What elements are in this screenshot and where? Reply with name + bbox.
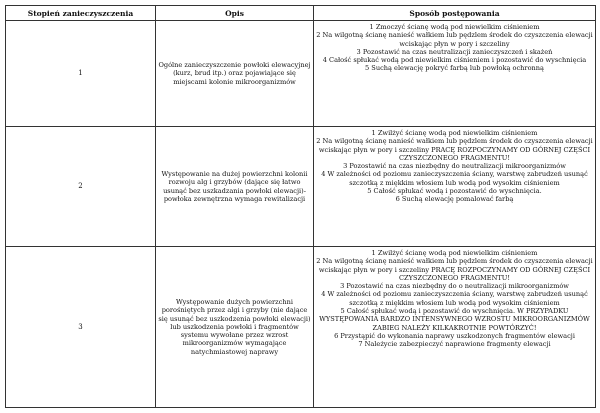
stage-cell: 2 <box>6 127 156 247</box>
header-procedure: Sposób postępowania <box>314 6 596 21</box>
procedure-cell <box>314 127 596 247</box>
cleaning-procedure-table <box>5 5 596 408</box>
description-cell: Występowanie na dużej powierzchni kolonii rozwoju alg i grzybów (dające się łatwo usunąć bez uszkadzania powłoki elewacji)- powłoka zewnętrzna wymaga rewitalizacji <box>156 127 314 247</box>
header-row <box>6 6 596 21</box>
procedure-cell <box>314 247 596 408</box>
stage-cell: 3 <box>6 247 156 408</box>
procedure-step: 4 W zależności od poziomu zanieczyszczenia ściany, warstwę zabrudzeń usunąć szczotką z miękkim włosiem lub wodą pod wysokim ciśnieniem <box>321 170 588 187</box>
procedure-step: 6 Suchą elewację pomalować farbą <box>395 195 514 204</box>
table-row <box>6 247 596 408</box>
table-row <box>6 127 596 247</box>
procedure-step: 1 Zwilżyć ścianę wodą pod niewielkim ciśnieniem <box>371 129 538 137</box>
procedure-step: 5 Całość spłukać wodą i pozostawić do wyschnięcia. <box>367 187 542 196</box>
description-cell: Ogólne zanieczyszczenie powłoki elewacyjnej (kurz, brud itp.) oraz pojawiające się miejscami kolonie mikroorganizmów <box>156 21 314 127</box>
procedure-step: 4 Całość spłukać wodą pod niewielkim ciśnieniem i pozostawić do wyschnięcia <box>322 56 587 65</box>
procedure-step: 3 Pozostawić na czas niezbędny do o neutralizacji mikroorganizmów <box>340 282 569 291</box>
header-description: Opis <box>156 6 314 21</box>
header-stage: Stopień zanieczyszczenia <box>6 6 156 21</box>
procedure-step: 7 Należycie zabezpieczyć naprawione fragmenty elewacji <box>358 340 551 349</box>
procedure-step: 4 W zależności od poziomu zanieczyszczenia ściany, warstwę zabrudzeń usunąć szczotką z miękkim włosiem lub wodą pod wysokim ciśnieniem <box>321 290 588 307</box>
procedure-step: 5 Suchą elewację pokryć farbą lub powłoką ochronną <box>365 64 544 73</box>
table-row <box>6 21 596 127</box>
stage-cell: 1 <box>6 21 156 127</box>
procedure-step: 2 Na wilgotną ścianę nanieść wałkiem lub pędzlem środek do czyszczenia elewacji wciskając płyn w pory i szczeliny PRACĘ ROZPOCZYNAMY OD GÓRNEJ CZĘŚCI CZYSZCZONEGO FRAGMENTU! <box>316 137 593 162</box>
procedure-step: 6 Przystąpić do wykonania naprawy uszkodzonych fragmentów elewacji <box>334 331 575 340</box>
procedure-cell <box>314 21 596 127</box>
description-cell: Występowanie dużych powierzchni porośniętych przez algi i grzyby (nie dające się usunąć bez uszkodzenia powłoki elewacji) lub uszkodzenia powłoki i fragmentów systemu wywołane przez wzrost mikroorganizmów wymagające natychmiastowej naprawy <box>156 247 314 408</box>
procedure-step: 3 Pozostawić na czas neutralizacji zanieczyszczeń i skażeń <box>356 47 553 56</box>
procedure-step: 3 Pozostawić na czas niezbędny do neutralizacji mikroorganizmów <box>343 162 566 171</box>
procedure-step: 1 Zmoczyć ścianę wodą pod niewielkim ciśnieniem <box>369 23 540 31</box>
procedure-step: 1 Zwilżyć ścianę wodą pod niewielkim ciśnieniem <box>371 249 538 257</box>
procedure-step: 2 Na wilgotną ścianę nanieść wałkiem lub pędzlem środek do czyszczenia elewacji wciskając płyn w pory i szczeliny PRACĘ ROZPOCZYNAMY OD GÓRNEJ CZĘŚCI CZYSZCZONEGO FRAGMENTU! <box>316 257 593 282</box>
procedure-step: 2 Na wilgotną ścianę nanieść wałkiem lub pędzlem środek do czyszczenia elewacji wciskając płyn w pory i szczeliny <box>316 31 593 48</box>
procedure-step: 5 Całość spłukać wodą i pozostawić do wyschnięcia. W PRZYPADKU WYSTĘPOWANIA BARDZO INTENSYWNEGO WZROSTU MIKROORGANIZMÓW ZABIEG NALEŻY KILKAKROTNIE POWTÓRZYĆ! <box>319 307 590 332</box>
